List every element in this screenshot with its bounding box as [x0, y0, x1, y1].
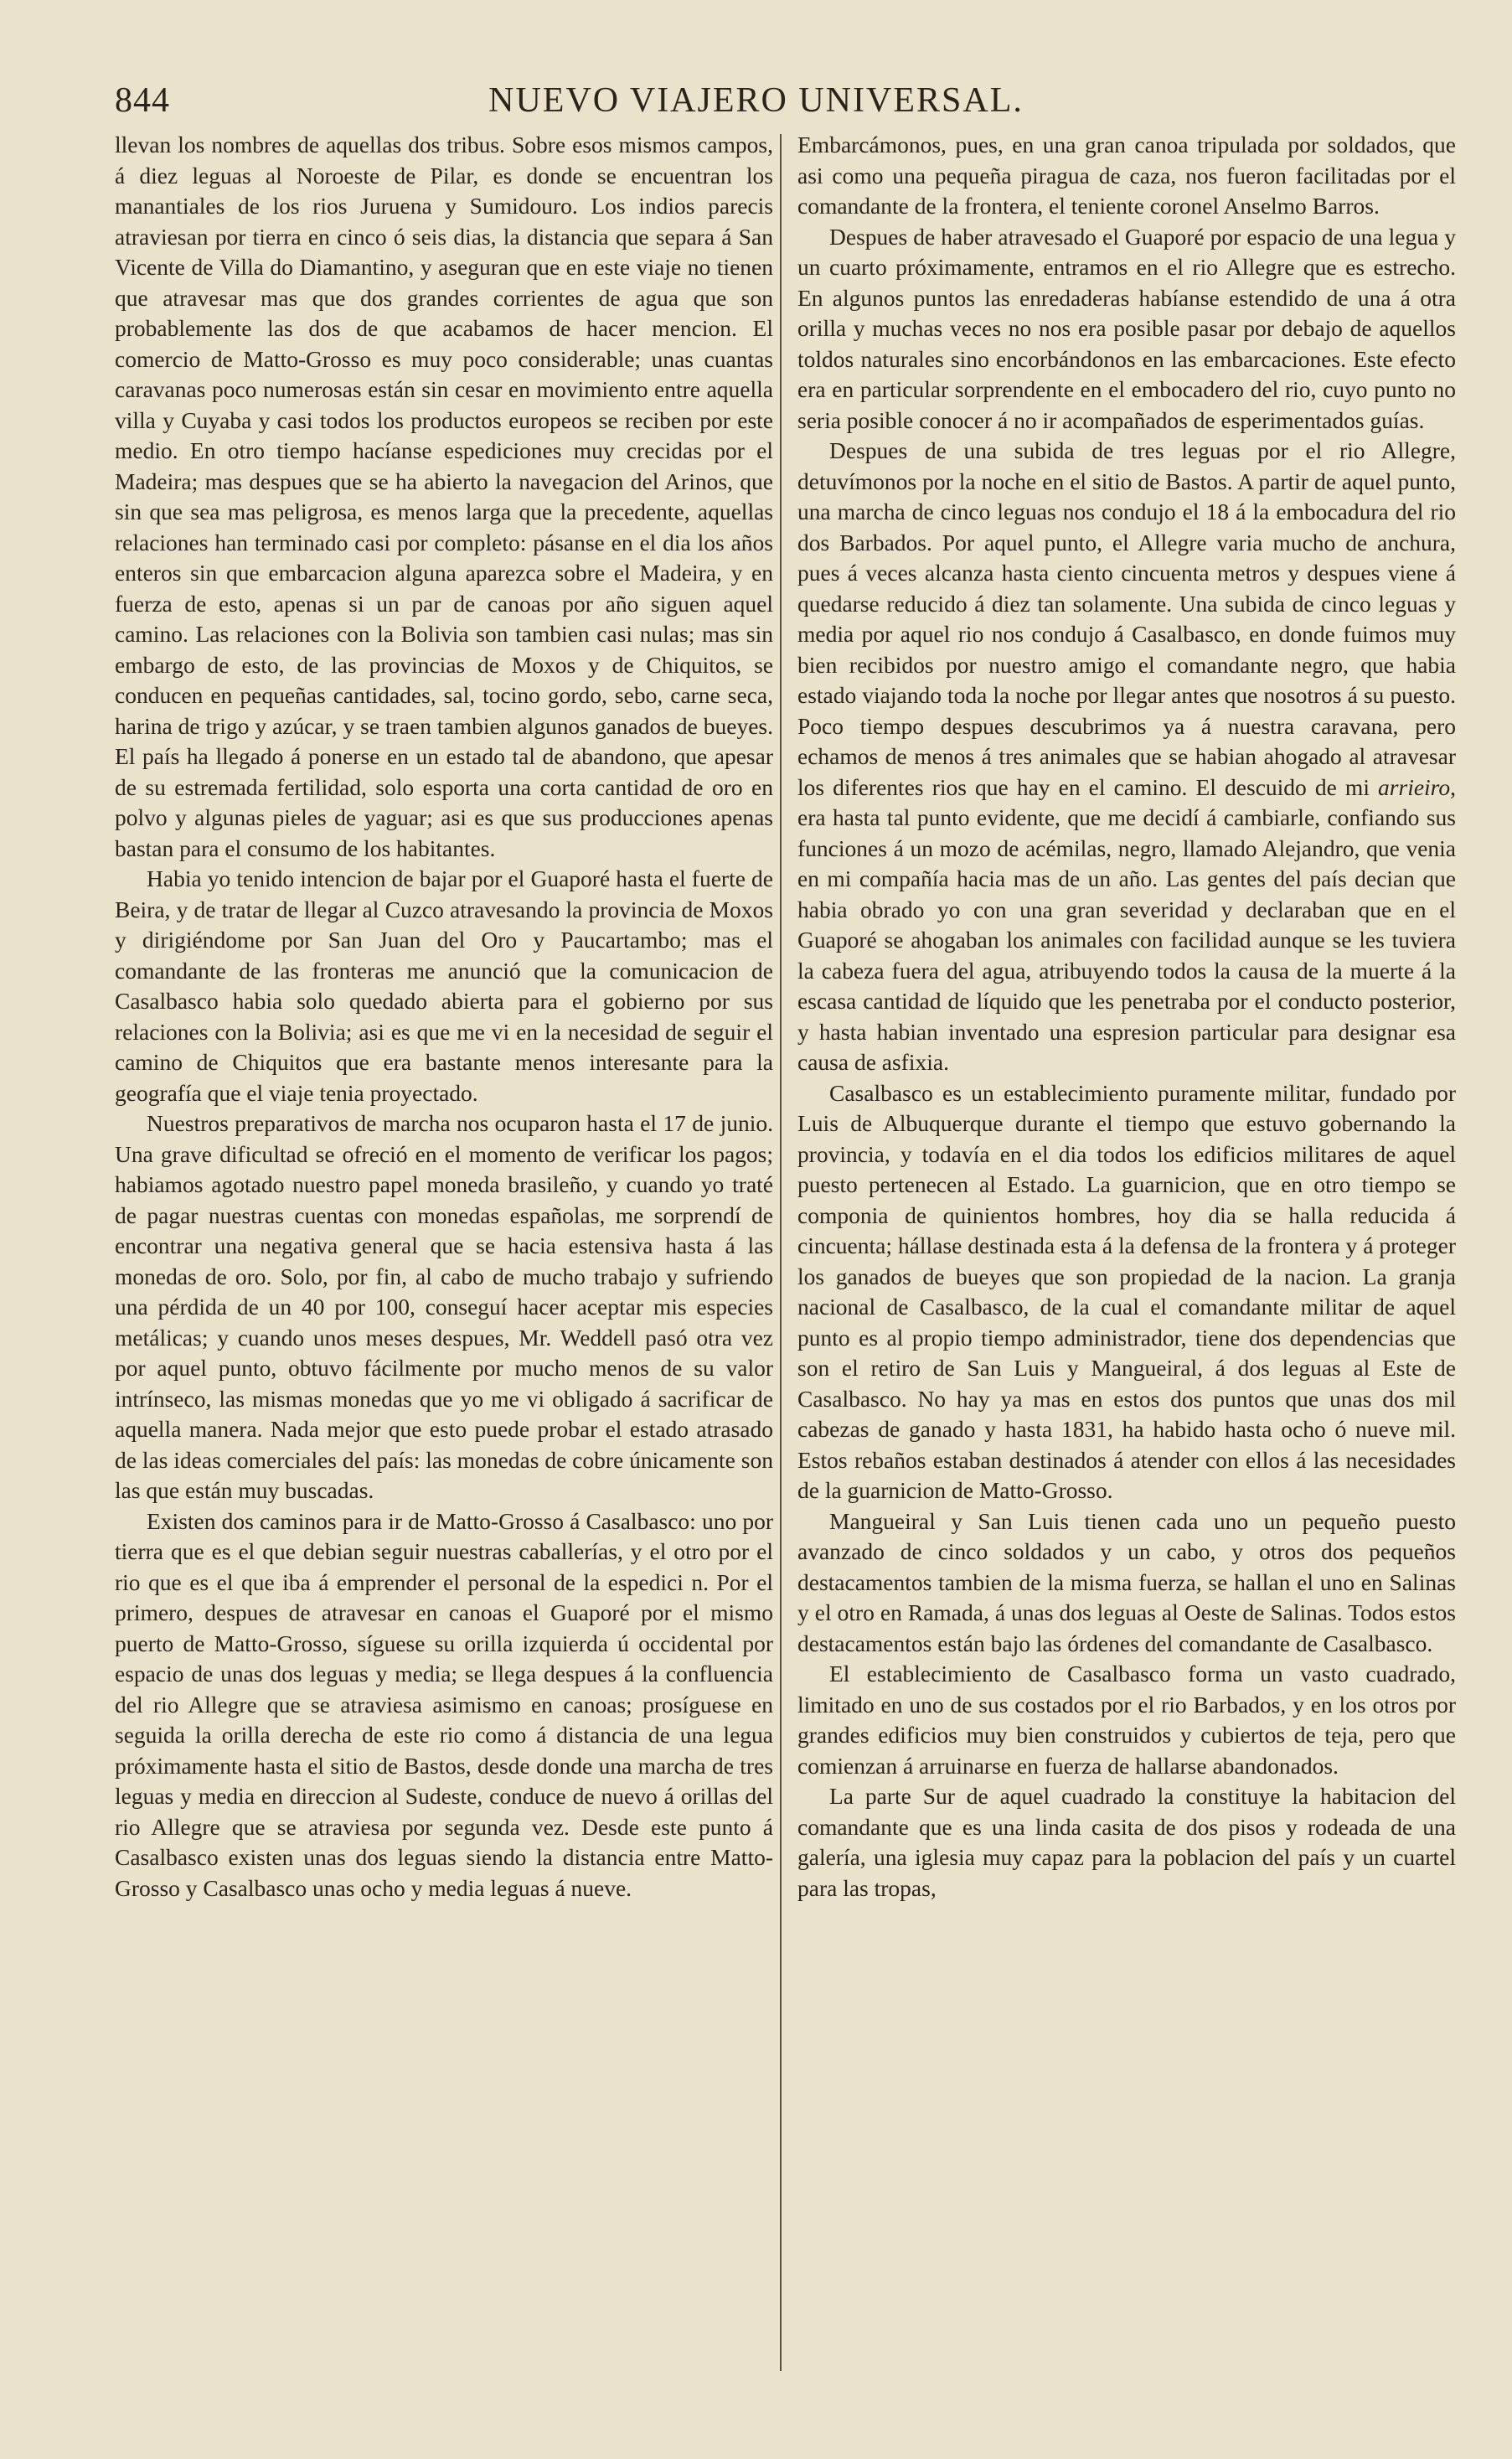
paragraph: Embarcámonos, pues, en una gran canoa tripulada por soldados, que asi como una pequeña piragua de caza, nos fueron facilitadas por el comandante de la frontera, el teniente coronel Anselmo Barros. — [797, 132, 1456, 219]
paragraph-text: Despues de una subida de tres leguas por el rio Allegre, detuvímonos por la noche en el sitio de Bastos. A partir de aquel punto, una marcha de cinco leguas nos condujo el 18 á la embocadura del rio dos Barbados. Por aquel punto, el Allegre varia mucho de anchura, pues á veces alcanza hasta ciento cincuenta metros y despues viene á quedarse reducido á diez tan solamente. Una subida de cinco leguas y media por aquel rio nos condujo á Casalbasco, en donde fuimos muy bien recibidos por nuestro amigo el comandante negro, que habia estado viajando toda la noche por llegar antes que nosotros á su puesto. Poco tiempo despues descubrimos ya á nuestra caravana, pero echamos de menos á tres animales que se habian ahogado al atravesar los diferentes rios que hay en el camino. El descuido de mi — [797, 437, 1456, 800]
paragraph-text: , era hasta tal punto evidente, que me decidí á cambiarle, confiando sus funciones á un mozo de acémilas, negro, llamado Alejandro, que venia en mi compañía hacia mas de un año. Las gentes del país decian que habia obrado yo con una gran severidad y declaraban que en el Guaporé se ahogaban los animales con facilidad aunque se les tuviera la cabeza fuera del agua, atribuyendo todos la causa de la muerte á la escasa cantidad de líquido que les penetraba por el conducto posterior, y hasta habian inventado una espresion particular para designar esa causa de asfixia. — [797, 773, 1456, 1075]
page-header — [0, 80, 1512, 131]
italic-term: arrieiro — [1378, 773, 1451, 800]
paragraph: Existen dos caminos para ir de Matto-Grosso á Casalbasco: uno por tierra que es el que debian seguir nuestras caballerías, y el otro por el rio que es el que iba á emprender el personal de la espedici n. Por el primero, despues de atravesar en canoas el Guaporé por el mismo puerto de Matto-Grosso, síguese su orilla izquierda ú occidental por espacio de unas dos leguas y media; se llega despues á la confluencia del rio Allegre que se atraviesa asimismo en canoas; prosíguese en seguida la orilla derecha de este rio como á distancia de una legua próximamente hasta el sitio de Bastos, desde donde una marcha de tres leguas y media en direccion al Sudeste, conduce de nuevo á orillas del rio Allegre que se atraviesa por segunda vez. Desde este punto á Casalbasco existen unas dos leguas siendo la distancia entre Matto-Grosso y Casalbasco unas ocho y media leguas á nueve. — [115, 1507, 773, 1901]
paragraph: Casalbasco es un establecimiento puramente militar, fundado por Luis de Albuquerque durante el tiempo que estuvo gobernando la provincia, y todavía en el dia todos los edificios militares de aquel puesto pertenecen al Estado. La guarnicion, que en otro tiempo se componia de quinientos hombres, hoy dia se halla reducida á cincuenta; hállase destinada esta á la defensa de la frontera y á proteger los ganados de bueyes que son propiedad de la nacion. La granja nacional de Casalbasco, de la cual el comandante militar de aquel punto es al propio tiempo administrador, tiene dos dependencias que son el retiro de San Luis y Mangueiral, á dos leguas al Este de Casalbasco. No hay ya mas en estos dos puntos que unas dos mil cabezas de ganado y hasta 1831, ha habido hasta ocho ó nueve mil. Estos rebaños estaban destinados á atender con ellos á las necesidades de la guarnicion de Matto-Grosso. — [797, 1079, 1456, 1503]
page-number: 844 — [115, 81, 170, 120]
paragraph: El establecimiento de Casalbasco forma un vasto cuadrado, limitado en uno de sus costados por el rio Barbados, y en los otros por grandes edificios muy bien construidos y cubiertos de teja, pero que comienzan á arruinarse en fuerza de hallarse abandonados. — [797, 1661, 1456, 1779]
paragraph: Nuestros preparativos de marcha nos ocuparon hasta el 17 de junio. Una grave dificultad se ofreció en el momento de verificar los pagos; habiamos agotado nuestro papel moneda brasileño, y cuando yo traté de pagar nuestras cuentas con monedas españolas, me sorprendí de encontrar una negativa general que se hacia estensiva hasta á las monedas de oro. Solo, por fin, al cabo de mucho trabajo y sufriendo una pérdida de un 40 por 100, conseguí hacer aceptar mis especies metálicas; y cuando unos meses despues, Mr. Weddell pasó otra vez por aquel punto, obtuvo fácilmente por mucho menos de su valor intrínseco, las mismas monedas que yo me vi obligado á sacrificar de aquella manera. Nada mejor que esto puede probar el estado atrasado de las ideas comerciales del país: las monedas de cobre únicamente son las que están muy buscadas. — [115, 1110, 773, 1503]
right-column — [797, 130, 1456, 1904]
paragraph: Mangueiral y San Luis tienen cada uno un pequeño puesto avanzado de cinco soldados y un cabo, y otros dos pequeños destacamentos tambien de la misma fuerza, se hallan el uno en Salinas y el otro en Ramada, á unas dos leguas al Oeste de Salinas. Todos estos destacamentos están bajo las órdenes del comandante de Casalbasco. — [797, 1507, 1456, 1656]
paragraph: Despues de haber atravesado el Guaporé por espacio de una legua y un cuarto próximamente, entramos en el rio Allegre que es estrecho. En algunos puntos las enredaderas habíanse estendido de una á otra orilla y muchas veces no nos era posible pasar por debajo de aquellos toldos naturales sino encorbándonos en las embarcaciones. Este efecto era en particular sorprendente en el embocadero del rio, cuyo punto no seria posible conocer á no ir acompañados de esperimentados guías. — [797, 223, 1456, 433]
running-title: NUEVO VIAJERO UNIVERSAL. — [488, 81, 1024, 120]
paragraph — [797, 436, 1456, 1078]
paragraph: llevan los nombres de aquellas dos tribus. Sobre esos mismos campos, á diez leguas al Noroeste de Pilar, es donde se encuentran los manantiales de los rios Juruena y Sumidouro. Los indios parecis atraviesan por tierra en cinco ó seis dias, la distancia que separa á San Vicente de Villa do Diamantino, y aseguran que en este viaje no tienen que atravesar mas que dos grandes corrientes de agua que son probablemente las dos de que acabamos de hacer mencion. El comercio de Matto-Grosso es muy poco considerable; unas cuantas caravanas poco numerosas están sin cesar en movimiento entre aquella villa y Cuyaba y casi todos los productos europeos se reciben por este medio. En otro tiempo hacíanse espediciones muy crecidas por el Madeira; mas despues que se ha abierto la navegacion del Arinos, que sin que sea mas peligrosa, es menos larga que la precedente, aquellas relaciones han terminado casi por completo: pásanse en el dia los años enteros sin que embarcacion alguna aparezca sobre el Madeira, y en fuerza de esto, apenas si un par de canoas por año siguen aquel camino. Las relaciones con la Bolivia son tambien casi nulas; mas sin embargo de esto, de las provincias de Moxos y de Chiquitos, se conducen en pequeñas cantidades, sal, tocino gordo, sebo, carne seca, harina de trigo y azúcar, y se traen tambien algunos ganados de bueyes. El país ha llegado á ponerse en un estado tal de abandono, que apesar de su estremada fertilidad, solo esporta una corta cantidad de oro en polvo y algunas pieles de yaguar; asi es que sus producciones apenas bastan para el consumo de los habitantes. — [115, 132, 773, 861]
column-divider — [780, 134, 782, 2371]
paragraph: Habia yo tenido intencion de bajar por el Guaporé hasta el fuerte de Beira, y de tratar de llegar al Cuzco atravesando la provincia de Moxos y dirigiéndome por San Juan del Oro y Paucartambo; mas el comandante de las fronteras me anunció que la comunicacion de Casalbasco habia solo quedado abierta para el gobierno por sus relaciones con la Bolivia; asi es que me vi en la necesidad de seguir el camino de Chiquitos que era bastante menos interesante para la geografía que el viaje tenia proyectado. — [115, 865, 773, 1106]
left-column — [115, 130, 773, 1904]
paragraph: La parte Sur de aquel cuadrado la constituye la habitacion del comandante que es una linda casita de dos pisos y rodeada de una galería, una iglesia muy capaz para la poblacion del país y un cuartel para las tropas, — [797, 1783, 1456, 1901]
